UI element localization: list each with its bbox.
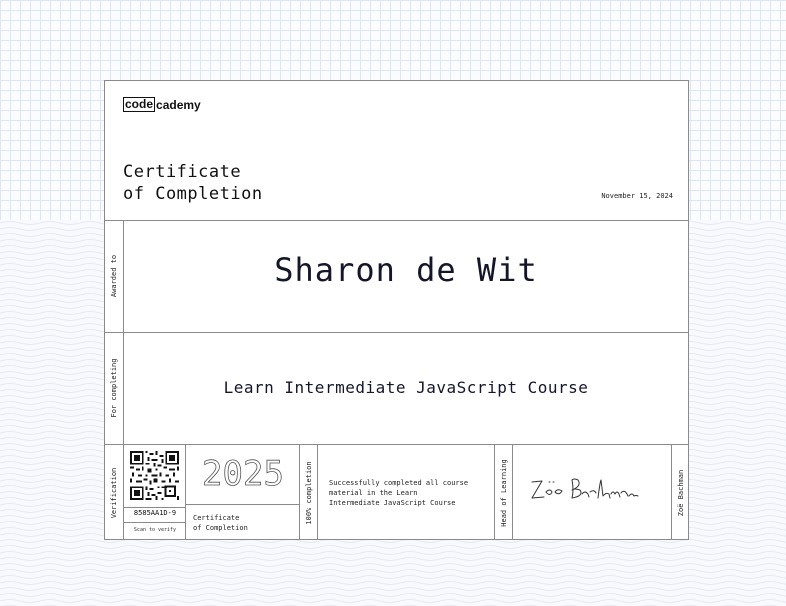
divider-role: [512, 444, 513, 540]
divider-name: [105, 332, 688, 333]
certificate-type-line-2: of Completion: [193, 524, 248, 532]
title-line-2: of Completion: [123, 184, 263, 204]
recipient-name: Sharon de Wit: [274, 251, 538, 289]
divider-signature: [671, 444, 672, 540]
divider-header: [105, 220, 688, 221]
signature: [520, 476, 665, 506]
description-line-3: Intermediate JavaScript Course: [329, 499, 456, 507]
year-outline: [187, 455, 299, 491]
verification-code: 8585AA1D-9: [133, 509, 177, 517]
signer-name: Zoë Bachman: [677, 469, 685, 517]
divider-description: [494, 444, 495, 540]
certificate: [104, 80, 689, 540]
divider-course: [105, 444, 688, 445]
codecademy-logo: [123, 97, 201, 112]
logo-code: code: [125, 97, 154, 111]
logo-cademy: cademy: [156, 97, 201, 112]
verification-label: Verification: [110, 467, 118, 519]
completion-label: 100% completion: [305, 461, 313, 525]
course-name: Learn Intermediate JavaScript Course: [223, 378, 589, 397]
issue-date: November 15, 2024: [601, 192, 673, 200]
awarded-to-label: Awarded to: [110, 254, 118, 298]
divider-code-top: [124, 507, 186, 508]
year-text: 2025: [202, 455, 284, 491]
divider-completion: [317, 444, 318, 540]
certificate-title: [123, 161, 263, 205]
description-line-2: material in the Learn: [329, 489, 418, 497]
certificate-type-line-1: Certificate: [193, 514, 240, 522]
role-label: Head of Learning: [500, 459, 508, 527]
divider-year-right: [299, 444, 300, 540]
for-completing-label: For completing: [110, 358, 118, 418]
completion-description: [329, 478, 489, 508]
divider-qr: [185, 444, 186, 540]
certificate-type: [193, 513, 248, 533]
divider-code-bottom: [124, 522, 186, 523]
description-line-1: Successfully completed all course: [329, 479, 469, 487]
scan-to-verify: Scan to verify: [133, 527, 177, 533]
title-line-1: Certificate: [123, 162, 242, 182]
divider-year: [186, 504, 299, 505]
qr-code: [130, 451, 179, 500]
